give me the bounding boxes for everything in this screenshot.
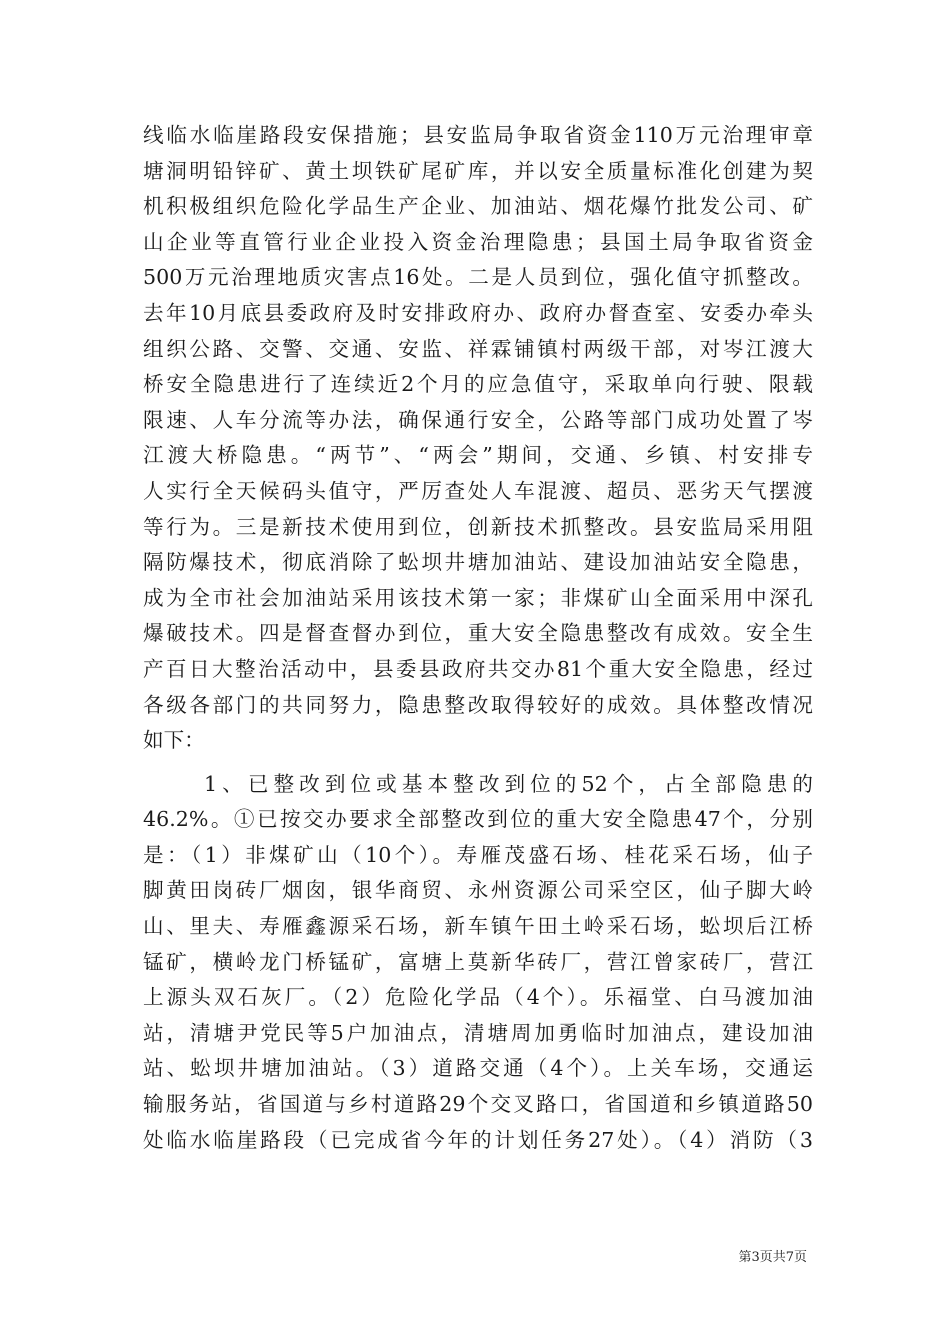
text-line: 锰矿，横岭龙门桥锰矿，富塘上莫新华砖厂，营江曾家砖厂，营江 xyxy=(143,949,813,974)
document-body xyxy=(143,118,813,1158)
text-line: 500万元治理地质灾害点16处。二是人员到位，强化值守抓整改。 xyxy=(143,265,813,290)
text-line: 江渡大桥隐患。“两节”、“两会”期间，交通、乡镇、村安排专 xyxy=(143,443,813,468)
text-line: 山、里夫、寿雁鑫源采石场，新车镇午田土岭采石场，蚣坝后江桥 xyxy=(143,914,813,939)
paragraph-2 xyxy=(143,767,813,1159)
page-number-footer: 第3页共7页 xyxy=(738,1250,807,1265)
text-line: 桥安全隐患进行了连续近2个月的应急值守，采取单向行驶、限载 xyxy=(143,372,813,397)
text-line: 产百日大整治活动中，县委县政府共交办81个重大安全隐患，经过 xyxy=(143,656,813,681)
text-line: 组织公路、交警、交通、安监、祥霖铺镇村两级干部，对岑江渡大 xyxy=(143,336,813,361)
text-line: 限速、人车分流等办法，确保通行安全，公路等部门成功处置了岑 xyxy=(143,407,813,432)
text-line: 爆破技术。四是督查督办到位，重大安全隐患整改有成效。安全生 xyxy=(143,621,813,646)
text-line: 线临水临崖路段安保措施；县安监局争取省资金110万元治理审章 xyxy=(143,123,813,147)
text-line: 如下： xyxy=(143,728,205,753)
text-line: 等行为。三是新技术使用到位，创新技术抓整改。县安监局采用阻 xyxy=(143,514,813,539)
text-line: 山企业等直管行业企业投入资金治理隐患；县国土局争取省资金 xyxy=(143,229,813,254)
text-line: 站、蚣坝井塘加油站。（3）道路交通（4个）。上关车场，交通运 xyxy=(143,1056,813,1081)
text-line: 隔防爆技术，彻底消除了蚣坝井塘加油站、建设加油站安全隐患， xyxy=(143,550,813,575)
text-line: 输服务站，省国道与乡村道路29个交叉路口，省国道和乡镇道路50 xyxy=(143,1092,813,1117)
text-line: 46.2%。①已按交办要求全部整改到位的重大安全隐患47个，分别 xyxy=(143,807,813,832)
text-line: 各级各部门的共同努力，隐患整改取得较好的成效。具体整改情况 xyxy=(143,692,813,717)
paragraph-1 xyxy=(143,118,813,759)
paragraph-gap xyxy=(143,759,813,767)
text-line: 人实行全天候码头值守，严厉查处人车混渡、超员、恶劣天气摆渡 xyxy=(143,478,813,503)
text-line: 去年10月底县委政府及时安排政府办、政府办督查室、安委办牵头 xyxy=(143,300,813,325)
text-line: 脚黄田岗砖厂烟囱，银华商贸、永州资源公司采空区，仙子脚大岭 xyxy=(143,878,813,903)
text-line: 机积极组织危险化学品生产企业、加油站、烟花爆竹批发公司、矿 xyxy=(143,194,813,219)
text-line: 站，清塘尹党民等5户加油点，清塘周加勇临时加油点，建设加油 xyxy=(143,1020,813,1045)
text-line: 是：（1）非煤矿山（10个）。寿雁茂盛石场、桂花采石场，仙子 xyxy=(143,842,813,867)
text-line: 处临水临崖路段（已完成省今年的计划任务27处）。（4）消防（3 xyxy=(143,1127,813,1152)
text-line: 上源头双石灰厂。（2）危险化学品（4个）。乐福堂、白马渡加油 xyxy=(143,985,813,1010)
text-line: 塘洞明铅锌矿、黄土坝铁矿尾矿库，并以安全质量标准化创建为契 xyxy=(143,158,813,183)
text-line: 1、已整改到位或基本整改到位的52个，占全部隐患的 xyxy=(204,771,813,796)
text-line: 成为全市社会加油站采用该技术第一家；非煤矿山全面采用中深孔 xyxy=(143,585,813,610)
